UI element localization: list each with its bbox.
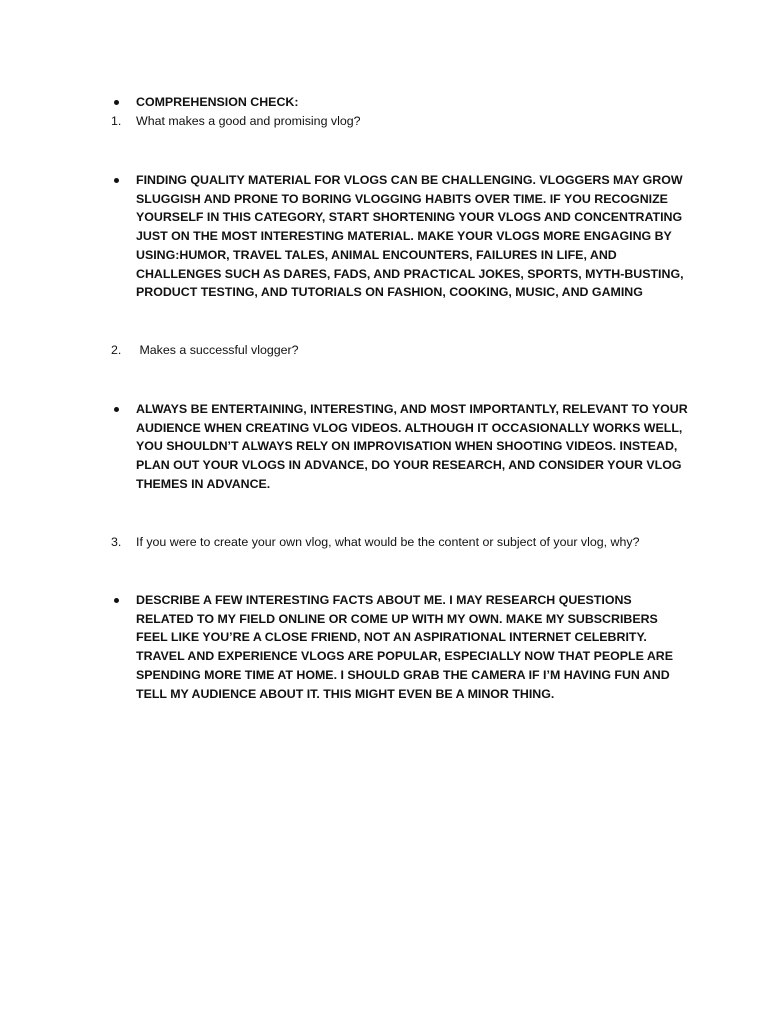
bullet-marker [111, 591, 136, 610]
question-2-text: Makes a successful vlogger? [136, 343, 299, 357]
bullet-dot-icon [114, 598, 119, 603]
heading-row [111, 93, 691, 112]
answer-2-row [111, 400, 691, 494]
question-1-number: 1. [111, 114, 122, 128]
answer-3-row [111, 591, 691, 703]
bullet-dot-icon [114, 100, 119, 105]
question-3-number: 3. [111, 535, 122, 549]
answer-2-text: ALWAYS BE ENTERTAINING, INTERESTING, AND MOST IMPORTANTLY, RELEVANT TO YOUR AUDIENCE WHEN CREATING VLOG VIDEOS. ALTHOUGH IT OCCASIONALLY WORKS WELL, YOU SHOULDN’T ALWAYS RELY ON IMPROVISATION WHEN SHOOTING VIDEOS. INSTEAD, PLAN OUT YOUR VLOGS IN ADVANCE, DO YOUR RESEARCH, AND CONSIDER YOUR VLOG THEMES IN ADVANCE. [136, 402, 688, 491]
bullet-dot-icon [114, 178, 119, 183]
question-1-row [111, 112, 691, 131]
question-3-row [111, 533, 691, 552]
comprehension-heading: COMPREHENSION CHECK: [136, 95, 299, 109]
answer-1-row [111, 171, 691, 302]
bullet-marker [111, 171, 136, 190]
question-2-row [111, 341, 691, 360]
answer-1-text: FINDING QUALITY MATERIAL FOR VLOGS CAN BE CHALLENGING. VLOGGERS MAY GROW SLUGGISH AND PRONE TO BORING VLOGGING HABITS OVER TIME. IF YOU RECOGNIZE YOURSELF IN THIS CATEGORY, START SHORTENING YOUR VLOGS AND CONCENTRATING JUST ON THE MOST INTERESTING MATERIAL. MAKE YOUR VLOGS MORE ENGAGING BY USING:HUMOR, TRAVEL TALES, ANIMAL ENCOUNTERS, FAILURES IN LIFE, AND CHALLENGES SUCH AS DARES, FADS, AND PRACTICAL JOKES, SPORTS, MYTH-BUSTING, PRODUCT TESTING, AND TUTORIALS ON FASHION, COOKING, MUSIC, AND GAMING [136, 173, 684, 300]
answer-3-text: DESCRIBE A FEW INTERESTING FACTS ABOUT ME. I MAY RESEARCH QUESTIONS RELATED TO MY FIELD ONLINE OR COME UP WITH MY OWN. MAKE MY SUBSCRIBERS FEEL LIKE YOU’RE A CLOSE FRIEND, NOT AN ASPIRATIONAL INTERNET CELEBRITY. TRAVEL AND EXPERIENCE VLOGS ARE POPULAR, ESPECIALLY NOW THAT PEOPLE ARE SPENDING MORE TIME AT HOME. I SHOULD GRAB THE CAMERA IF I’M HAVING FUN AND TELL MY AUDIENCE ABOUT IT. THIS MIGHT EVEN BE A MINOR THING. [136, 593, 673, 701]
question-2-number: 2. [111, 343, 122, 357]
bullet-dot-icon [114, 407, 119, 412]
question-1-text: What makes a good and promising vlog? [136, 114, 361, 128]
bullet-marker [111, 93, 136, 112]
question-3-text: If you were to create your own vlog, what would be the content or subject of your vlog, why? [136, 535, 640, 549]
bullet-marker [111, 400, 136, 419]
